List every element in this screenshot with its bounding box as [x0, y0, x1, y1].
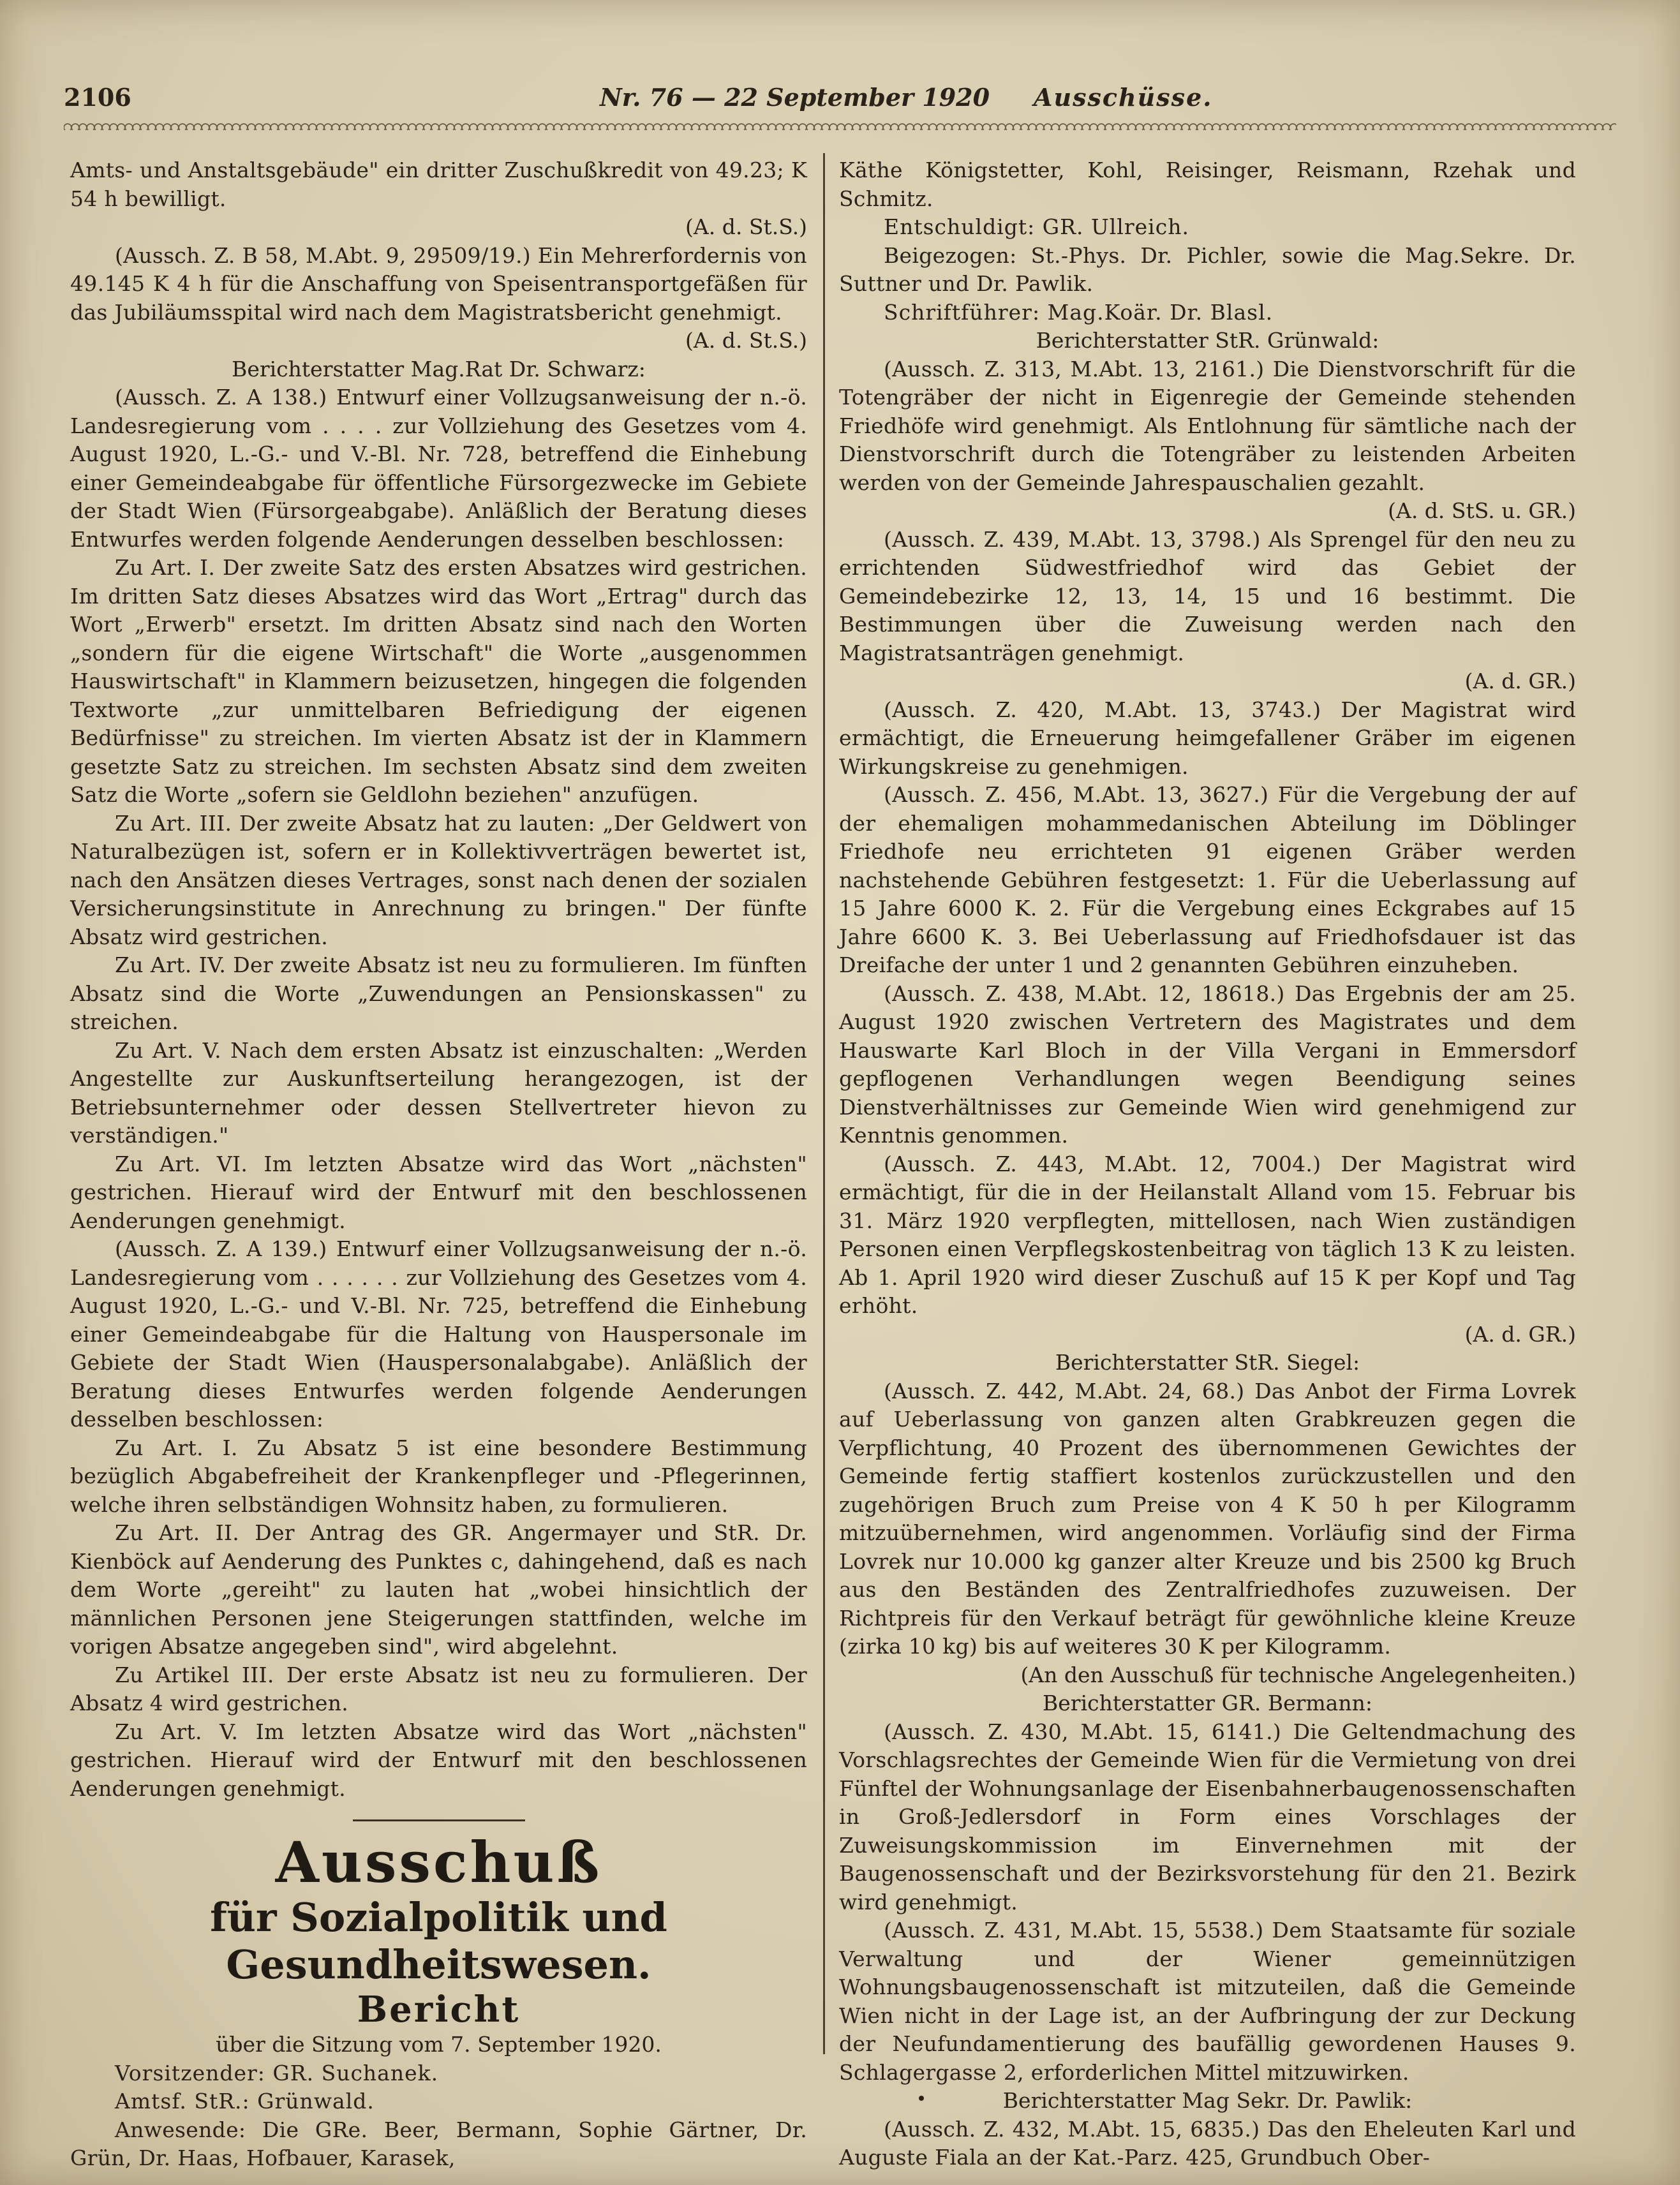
attendees-line: Anwesende: Die GRe. Beer, Bermann, Sophie Gärtner, Dr. Grün, Dr. Haas, Hofbauer, Karasek,: [70, 2117, 807, 2170]
session-date: über die Sitzung vom 7. September 1920.: [216, 2032, 662, 2057]
report-title: Bericht: [357, 1989, 521, 2031]
paragraph: Zu Art. II. Der Antrag des GR. Angermayer und StR. Dr. Kienböck auf Aenderung des Punktes c, dahingehend, daß es nach dem Worte „gereiht" zu lauten hat „wobei hinsichtlich der männlichen Personen jene Steigerungen stattfinden, welche im vorigen Absatze angegeben sind", wird abgelehnt.: [70, 1520, 807, 1659]
reference-note: (A. d. St.S.): [685, 214, 807, 239]
paragraph: Amts- und Anstaltsgebäude" ein dritter Zuschußkredit von 49.23; K 54 h bewilligt.: [70, 158, 807, 211]
paragraph: Zu Art. V. Nach dem ersten Absatz ist einzuschalten: „Werden Angestellte zur Auskunftserteilung herangezogen, ist der Betriebsunternehmer oder dessen Stellvertreter hievon zu verständigen.": [70, 1037, 807, 1148]
paragraph: Zu Art. I. Der zweite Satz des ersten Absatzes wird gestrichen. Im dritten Satz dieses Absatzes wird das Wort „Ertrag" durch das Wort „Erwerb" ersetzt. Im dritten Absatz sind nach den Worten „sondern für die eigene Wirtschaft" die Worte „ausgenommen Hauswirtschaft" in Klammern beizusetzen, hingegen die folgenden Textworte „zur unmittelbaren Befriedigung der eigenen Bedürfnisse" zu streichen. Im vierten Absatz ist der in Klammern gesetzte Satz zu streichen. Im sechsten Absatz sind dem zweiten Satz die Worte „sofern sie Geldlohn beziehen" anzufügen.: [70, 555, 807, 807]
paragraph: Zu Art. IV. Der zweite Absatz ist neu zu formulieren. Im fünften Absatz sind die Worte „Zuwendungen an Pensionskassen" zu streichen.: [70, 952, 807, 1034]
paragraph: (Aussch. Z. 313, M.Abt. 13, 2161.) Die Dienstvorschrift für die Totengräber der nicht in Eigenregie der Gemeinde stehenden Friedhöfe wird genehmigt. Als Entlohnung für sämtliche nach der Dienstvorschrift durch die Totengräber zu leistenden Arbeiten werden von der Gemeinde Jahrespauschalien gezahlt.: [839, 356, 1576, 495]
paragraph: (Aussch. Z. B 58, M.Abt. 9, 29509/19.) Ein Mehrerfordernis von 49.145 K 4 h für die Anschaffung von Speisentransportgefäßen für das Jubiläumsspital wird nach dem Magistratsbericht genehmigt.: [70, 242, 807, 325]
left-column: [70, 156, 807, 2170]
paragraph: (Aussch. Z. 431, M.Abt. 15, 5538.) Dem Staatsamte für soziale Verwaltung und der Wiener gemeinnützigen Wohnungsbaugenossenschaft ist mitzuteilen, daß die Gemeinde Wien nicht in der Lage ist, an der Aufbringung der zur Deckung der Neufundamentierung des baufällig gewordenen Hauses 9. Schlagergasse 2, erforderlichen Mittel mitzuwirken.: [839, 1918, 1576, 2085]
reporter-heading: Berichterstatter GR. Bermann:: [1043, 1691, 1372, 1715]
paragraph: Zu Art. I. Zu Absatz 5 ist eine besondere Bestimmung bezüglich Abgabefreiheit der Krankenpfleger und -Pflegerinnen, welche ihren selbständigen Wohnsitz haben, zu formulieren.: [70, 1435, 807, 1517]
paragraph: Zu Art. III. Der zweite Absatz hat zu lauten: „Der Geldwert von Naturalbezügen ist, sofern er in Kollektivverträgen bewertet ist, nach den Ansätzen dieses Vertrages, sonst nach denen der sozialen Versicherungsinstitute in Anrechnung zu bringen." Der fünfte Absatz wird gestrichen.: [70, 810, 807, 949]
paragraph: (Aussch. Z. 443, M.Abt. 12, 7004.) Der Magistrat wird ermächtigt, für die in der Heilanstalt Alland vom 15. Februar bis 31. März 1920 verpflegten, mittellosen, nach Wien zuständigen Personen einen Verpflegskostenbeitrag von täglich 13 K zu leisten. Ab 1. April 1920 wird dieser Zuschuß auf 15 K per Kopf und Tag erhöht.: [839, 1151, 1576, 1318]
attendees-continued: Käthe Königstetter, Kohl, Reisinger, Reismann, Rzehak und Schmitz.: [839, 158, 1576, 211]
reference-note: (A. d. StS. u. GR.): [1388, 498, 1576, 523]
paragraph: (Aussch. Z. 438, M.Abt. 12, 18618.) Das Ergebnis der am 25. August 1920 zwischen Vertretern des Magistrates und dem Hauswarte Karl Bloch in der Villa Vergani in Emmersdorf gepflogenen Verhandlungen wegen Beendigung seines Dienstverhältnisses zur Gemeinde Wien wird genehmigend zur Kenntnis genommen.: [839, 981, 1576, 1148]
committee-subtitle: für Sozialpolitik und Gesundheitswesen.: [210, 1894, 667, 1988]
reporter-heading: Berichterstatter StR. Grünwald:: [1036, 328, 1379, 353]
header-wavy-rule: [64, 121, 1616, 130]
paragraph: (Aussch. Z. 439, M.Abt. 13, 3798.) Als Sprengel für den neu zu errichtenden Südwestfriedhof wird das Gebiet der Gemeindebezirke 12, 13, 14, 15 und 16 bestimmt. Die Bestimmungen über die Zuweisung werden nach den Magistratsanträgen genehmigt.: [839, 526, 1576, 665]
paragraph: Zu Art. V. Im letzten Absatze wird das Wort „nächsten" gestrichen. Hierauf wird der Entwurf mit den beschlossenen Aenderungen genehmigt.: [70, 1719, 807, 1801]
reference-note: (A. d. St.S.): [685, 328, 807, 353]
committee-title: Ausschuß: [275, 1829, 602, 1895]
reference-note: (An den Ausschuß für technische Angelegenheiten.): [1020, 1662, 1576, 1687]
reference-note: (A. d. GR.): [1464, 669, 1576, 693]
section-title: Ausschüsse.: [1034, 83, 1213, 112]
official-line: Amtsf. StR.: Grünwald.: [115, 2089, 375, 2114]
paragraph: (Aussch. Z. 430, M.Abt. 15, 6141.) Die Geltendmachung des Vorschlagsrechtes der Gemeinde Wien für die Vermietung von drei Fünftel der Wohnungsanlage der Eisenbahnerbaugenossenschaften in Groß-Jedlersdorf in Form eines Vorschlages der Zuweisungskommission im Einvernehmen mit der Baugenossenschaft und der Bezirksvorstehung für den 21. Bezirk wird genehmigt.: [839, 1719, 1576, 1915]
page-header: [64, 77, 1616, 121]
reference-note: (A. d. GR.): [1464, 1321, 1576, 1347]
paragraph: (Aussch. Z. A 139.) Entwurf einer Vollzugsanweisung der n.-ö. Landesregierung vom . . . . . . zur Vollziehung des Gesetzes vom 4. August 1920, L.-G.- und V.-Bl. Nr. 725, betreffend die Einhebung einer Gemeindeabgabe für die Haltung von Hauspersonale im Gebiete der Stadt Wien (Hauspersonalabgabe). Anläßlich der Beratung dieses Entwurfes werden folgende Aenderungen desselben beschlossen:: [70, 1236, 807, 1432]
chair-line: Vorsitzender: GR. Suchanek.: [115, 2060, 439, 2085]
reporter-heading: Berichterstatter Mag.Rat Dr. Schwarz:: [232, 356, 646, 381]
paragraph: Zu Art. VI. Im letzten Absatze wird das Wort „nächsten" gestrichen. Hierauf wird der Entwurf mit den beschlossenen Aenderungen genehmigt.: [70, 1151, 807, 1233]
section-rule: [353, 1819, 525, 1821]
right-column: [839, 156, 1576, 2170]
paragraph: Zu Artikel III. Der erste Absatz ist neu zu formulieren. Der Absatz 4 wird gestrichen.: [70, 1662, 807, 1715]
issue-line: Nr. 76 — 22 September 1920: [600, 83, 990, 112]
column-divider: [823, 153, 825, 2054]
paragraph: (Aussch. Z. 442, M.Abt. 24, 68.) Das Anbot der Firma Lovrek auf Ueberlassung von ganzen alten Grabkreuzen gegen die Verpflichtung, 40 Prozent des übernommenen Gewichtes der Gemeinde fertig staffiert kostenlos zurückzustellen und den zugehörigen Bruch zum Preise von 4 K 50 h per Kilogramm mitzuübernehmen, wird angenommen. Vorläufig sind der Firma Lovrek nur 10.000 kg ganzer alter Kreuze und bis 2500 kg Bruch aus den Beständen des Zentralfriedhofes zuzuweisen. Der Richtpreis für den Verkauf beträgt für gewöhnliche kleine Kreuze (zirka 10 kg) bis auf weiteres 30 K per Kilogramm.: [839, 1378, 1576, 1659]
paragraph: (Aussch. Z. 432, M.Abt. 15, 6835.) Das den Eheleuten Karl und Auguste Fiala an der Kat.-Parz. 425, Grundbuch Ober-: [839, 2116, 1576, 2170]
invited-line: Beigezogen: St.-Phys. Dr. Pichler, sowie die Mag.Sekre. Dr. Suttner und Dr. Pawlik.: [839, 242, 1576, 296]
paragraph: (Aussch. Z. A 138.) Entwurf einer Vollzugsanweisung der n.-ö. Landesregierung vom . . . . zur Vollziehung des Gesetzes vom 4. August 1920, L.-G.- und V.-Bl. Nr. 728, betreffend die Einhebung einer Gemeindeabgabe für öffentliche Fürsorgezwecke im Gebiete der Stadt Wien (Fürsorgeabgabe). Anläßlich der Beratung dieses Entwurfes werden folgende Aenderungen desselben beschlossen:: [70, 385, 807, 552]
reporter-heading: Berichterstatter Mag Sekr. Dr. Pawlik:: [1002, 2088, 1413, 2113]
reporter-heading: Berichterstatter StR. Siegel:: [1055, 1350, 1360, 1375]
page-number: 2106: [64, 83, 131, 112]
paragraph: (Aussch. Z. 420, M.Abt. 13, 3743.) Der Magistrat wird ermächtigt, die Erneuerung heimgefallener Gräber im eigenen Wirkungskreise zu genehmigen.: [839, 697, 1576, 779]
excused-line: Entschuldigt: GR. Ullreich.: [884, 214, 1189, 239]
paragraph: (Aussch. Z. 456, M.Abt. 13, 3627.) Für die Vergebung der auf der ehemaligen mohammedanischen Abteilung im Döblinger Friedhofe neu errichteten 91 eigenen Gräber werden nachstehende Gebühren festgesetzt: 1. Für die Ueberlassung auf 15 Jahre 6000 K. 2. Für die Vergebung eines Eckgrabes auf 15 Jahre 6600 K. 3. Bei Ueberlassung auf Friedhofsdauer ist das Dreifache der unter 1 und 2 genannten Gebühren einzuheben.: [839, 782, 1576, 977]
ink-dot: [919, 2096, 924, 2101]
secretary-line: Schriftführer: Mag.Koär. Dr. Blasl.: [884, 299, 1274, 325]
